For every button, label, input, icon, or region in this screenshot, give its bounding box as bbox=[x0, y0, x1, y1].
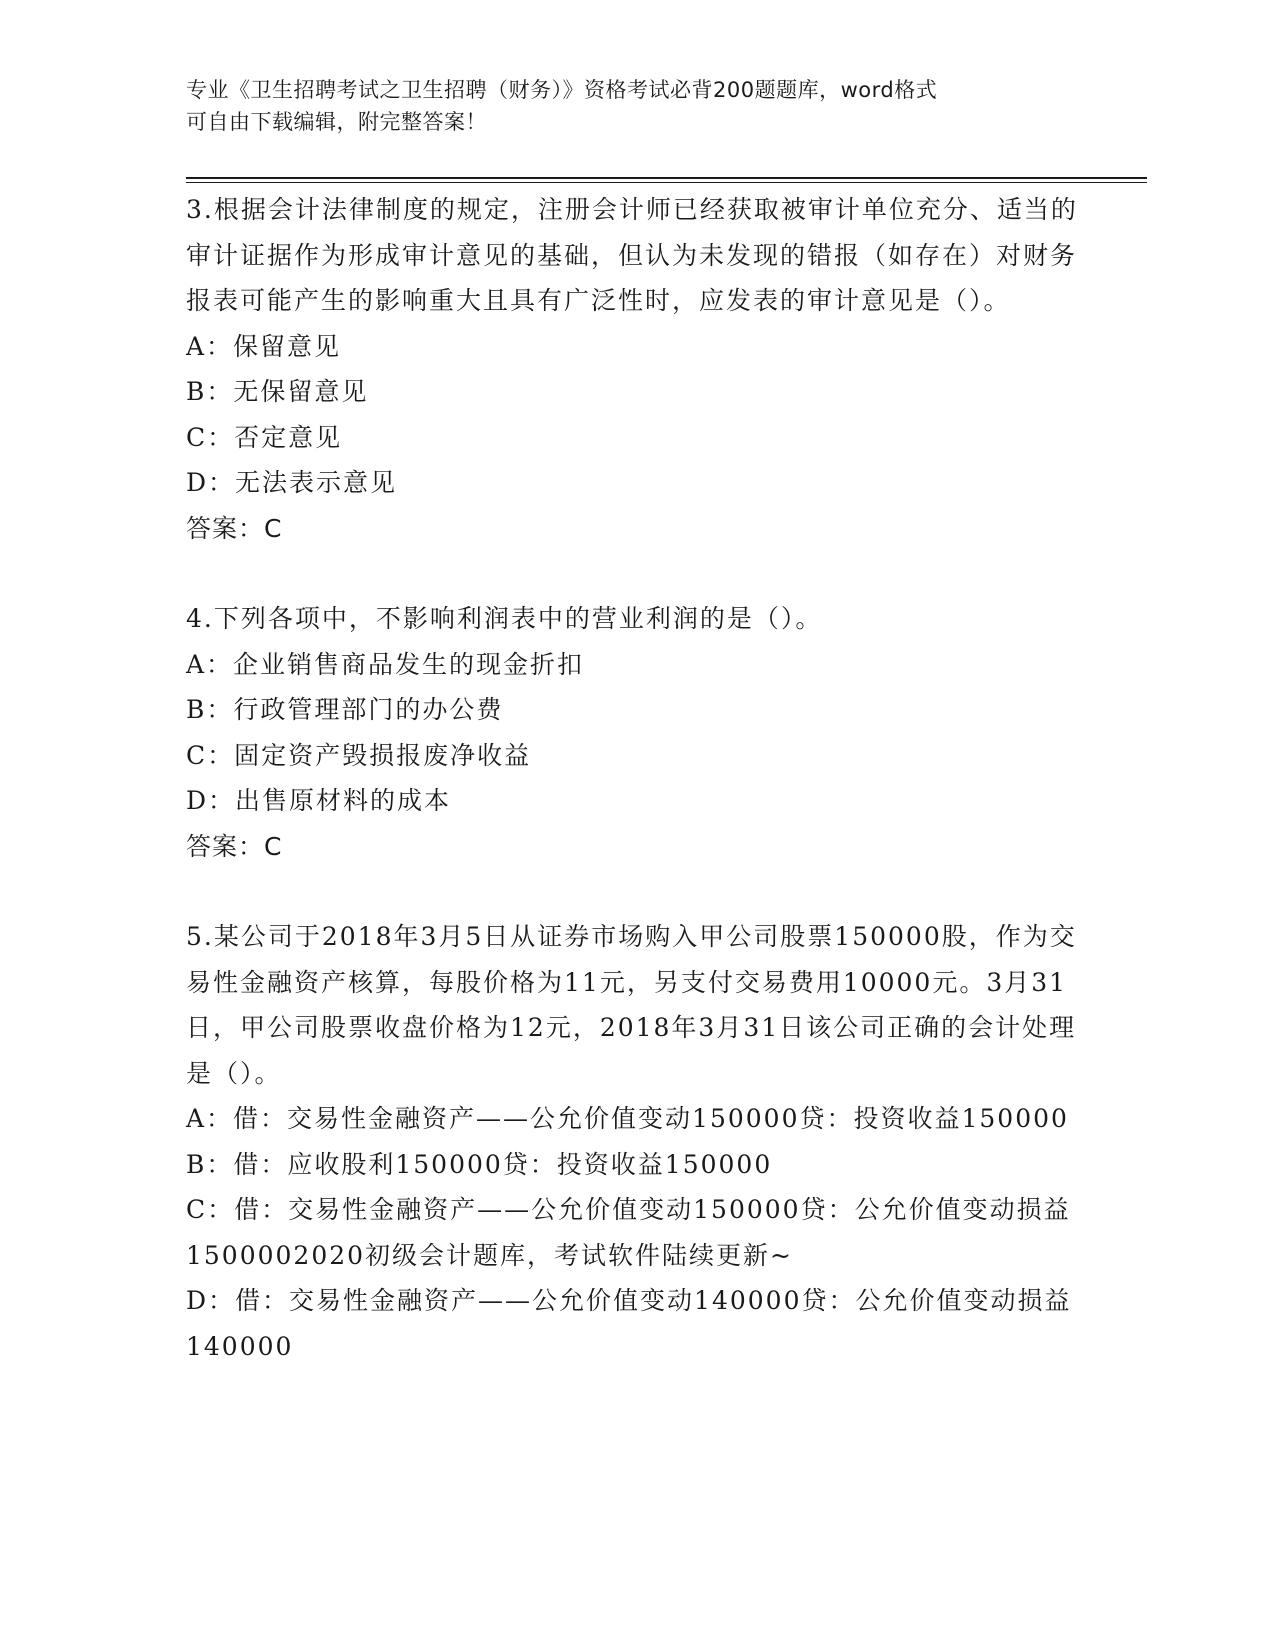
option-c: C：固定资产毁损报废净收益 bbox=[186, 740, 532, 770]
question-text: 3.根据会计法律制度的规定，注册会计师已经获取被审计单位充分、适当的审计证据作为形成审计意见的基础，但认为未发现的错报（如存在）对财务报表可能产生的影响重大且具有广泛性时，应发表的审计意见是（）。 bbox=[186, 195, 1078, 315]
question-5 bbox=[186, 914, 1086, 1369]
option-c: C：否定意见 bbox=[186, 422, 343, 452]
option-b: B：借：应收股利150000贷：投资收益150000 bbox=[186, 1149, 773, 1179]
header-divider-thick bbox=[186, 177, 1147, 179]
option-d: D：出售原材料的成本 bbox=[186, 786, 452, 815]
header-title-line-2: 可自由下载编辑，附完整答案！ bbox=[186, 110, 487, 134]
question-text: 5.某公司于2018年3月5日从证券市场购入甲公司股票150000股，作为交易性金融资产核算，每股价格为11元，另支付交易费用10000元。3月31日，甲公司股票收盘价格为12元，2018年3月31日该公司正确的会计处理是（）。 bbox=[186, 922, 1077, 1088]
document-header bbox=[186, 74, 1066, 138]
header-title-line-1: 专业《卫生招聘考试之卫生招聘（财务）》资格考试必背200题题库，word格式 bbox=[186, 78, 938, 102]
question-list bbox=[186, 187, 1086, 1369]
question-spacer bbox=[186, 551, 1086, 596]
option-b: B：行政管理部门的办公费 bbox=[186, 695, 504, 724]
header-divider-thin bbox=[186, 182, 1147, 183]
question-text: 4.下列各项中，不影响利润表中的营业利润的是（）。 bbox=[186, 604, 823, 633]
option-d: D：无法表示意见 bbox=[186, 468, 398, 497]
option-a: A：企业销售商品发生的现金折扣 bbox=[186, 649, 585, 679]
answer: 答案：C bbox=[186, 831, 283, 861]
question-spacer bbox=[186, 869, 1086, 914]
question-4 bbox=[186, 596, 1086, 869]
answer: 答案：C bbox=[186, 513, 283, 543]
option-d: D：借：交易性金融资产——公允价值变动140000贷：公允价值变动损益140000 bbox=[186, 1286, 1072, 1361]
option-b: B：无保留意见 bbox=[186, 377, 369, 406]
option-a: A：借：交易性金融资产——公允价值变动150000贷：投资收益150000 bbox=[186, 1104, 1069, 1133]
question-3 bbox=[186, 187, 1086, 551]
option-c: C：借：交易性金融资产——公允价值变动150000贷：公允价值变动损益1500002020初级会计题库，考试软件陆续更新~ bbox=[186, 1195, 1071, 1270]
option-a: A：保留意见 bbox=[186, 331, 342, 361]
